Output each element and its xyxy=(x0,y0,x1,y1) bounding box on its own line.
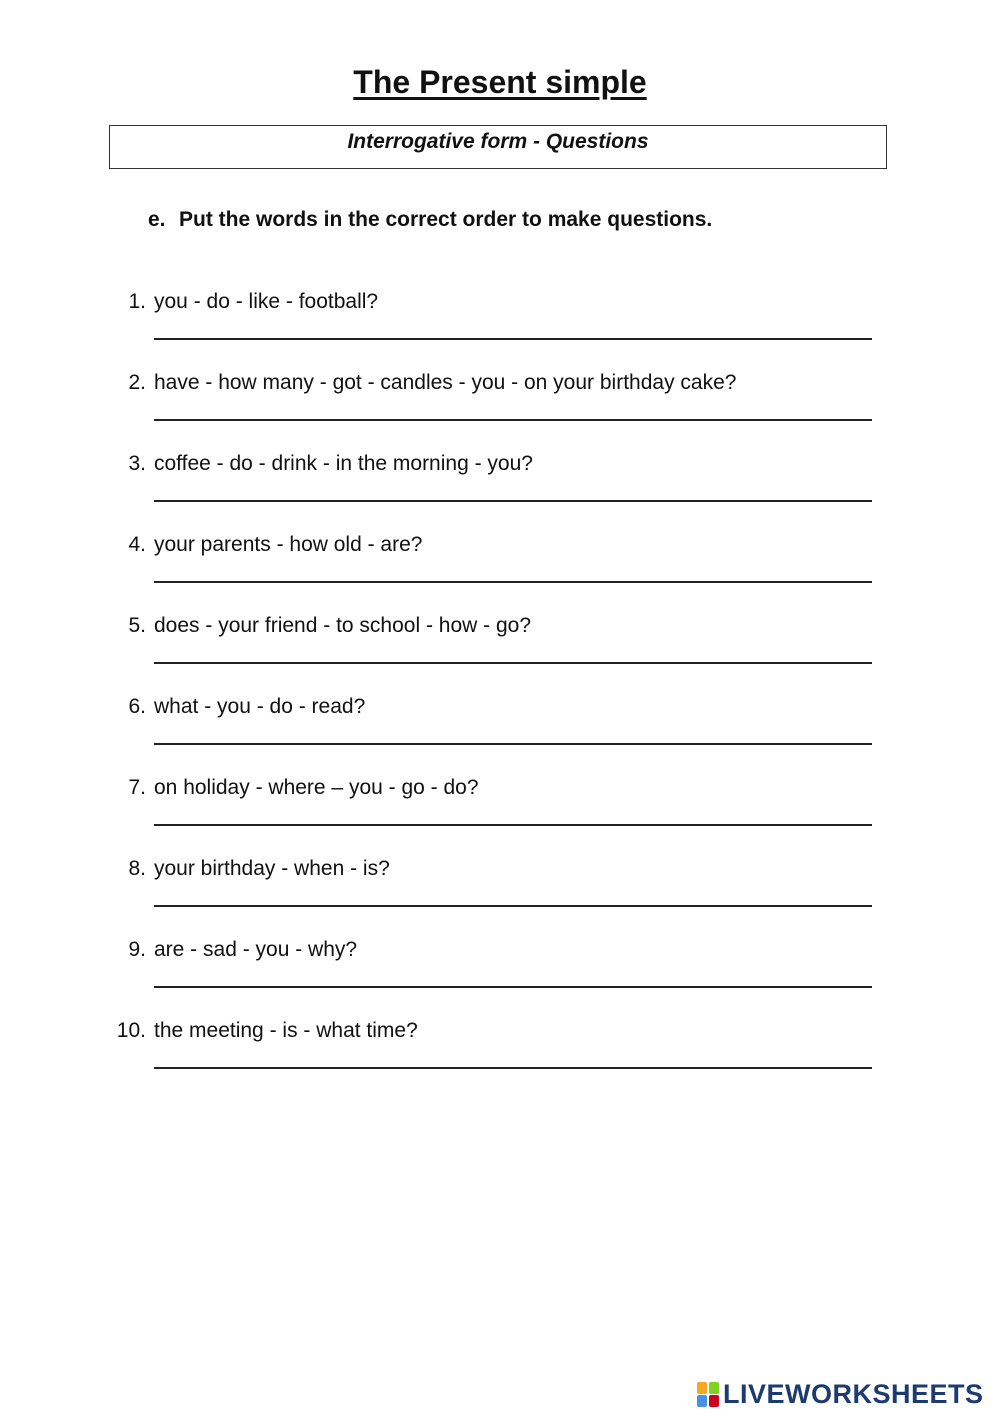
question-text: your parents - how old - are? xyxy=(154,533,423,556)
question-item-5 xyxy=(0,612,1000,693)
answer-line-10[interactable] xyxy=(154,1067,872,1069)
question-number: 2. xyxy=(128,371,146,394)
answer-line-7[interactable] xyxy=(154,824,872,826)
answer-line-4[interactable] xyxy=(154,581,872,583)
question-number: 7. xyxy=(128,776,146,799)
logo-text: LIVEWORKSHEETS xyxy=(723,1379,984,1409)
question-item-1 xyxy=(0,288,1000,369)
answer-line-9[interactable] xyxy=(154,986,872,988)
question-item-6 xyxy=(0,693,1000,774)
question-text: have - how many - got - candles - you - on your birthday cake? xyxy=(154,371,737,394)
question-number: 4. xyxy=(128,533,146,556)
question-item-9 xyxy=(0,936,1000,1017)
answer-line-2[interactable] xyxy=(154,419,872,421)
question-text: your birthday - when - is? xyxy=(154,857,390,880)
question-item-4 xyxy=(0,531,1000,612)
question-number: 10. xyxy=(116,1019,146,1042)
logo-mark-icon xyxy=(697,1380,721,1408)
page-title: The Present simple xyxy=(353,64,647,100)
instruction-letter: e. xyxy=(148,208,166,231)
liveworksheets-logo xyxy=(697,1377,984,1411)
question-item-3 xyxy=(0,450,1000,531)
answer-line-5[interactable] xyxy=(154,662,872,664)
answer-line-1[interactable] xyxy=(154,338,872,340)
subtitle: Interrogative form - Questions xyxy=(347,130,649,153)
answer-line-8[interactable] xyxy=(154,905,872,907)
answer-line-6[interactable] xyxy=(154,743,872,745)
subtitle-box xyxy=(109,125,887,169)
question-text: are - sad - you - why? xyxy=(154,938,358,961)
question-text: the meeting - is - what time? xyxy=(154,1019,418,1042)
question-text: you - do - like - football? xyxy=(154,290,379,313)
question-number: 9. xyxy=(128,938,146,961)
question-text: coffee - do - drink - in the morning - you? xyxy=(154,452,533,475)
question-text: what - you - do - read? xyxy=(154,695,366,718)
question-number: 3. xyxy=(128,452,146,475)
instruction-text: Put the words in the correct order to make questions. xyxy=(179,208,713,231)
question-number: 6. xyxy=(128,695,146,718)
question-item-7 xyxy=(0,774,1000,855)
question-text: does - your friend - to school - how - go? xyxy=(154,614,532,637)
instruction xyxy=(148,206,712,234)
question-number: 5. xyxy=(128,614,146,637)
question-text: on holiday - where – you - go - do? xyxy=(154,776,479,799)
question-number: 1. xyxy=(128,290,146,313)
question-item-2 xyxy=(0,369,1000,450)
question-number: 8. xyxy=(128,857,146,880)
answer-line-3[interactable] xyxy=(154,500,872,502)
question-item-8 xyxy=(0,855,1000,936)
question-item-10 xyxy=(0,1017,1000,1098)
